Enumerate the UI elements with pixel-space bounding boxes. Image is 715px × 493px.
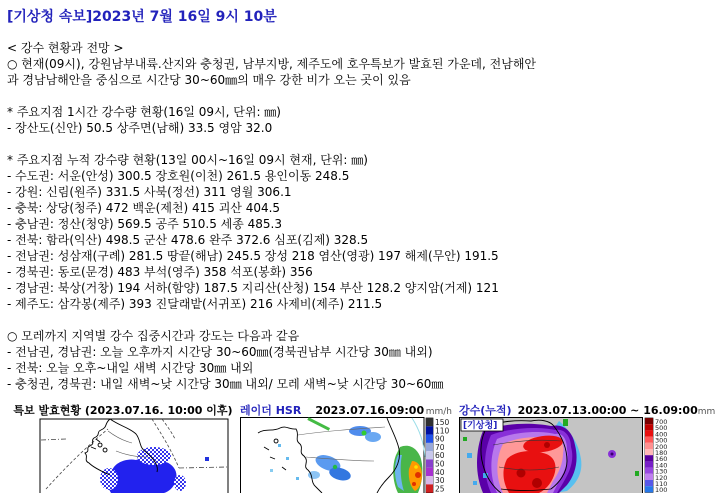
blank-line [7,136,686,152]
sea-speck-purple [489,447,493,451]
radar-map-header [240,404,456,417]
blank-line [7,88,686,104]
text-line: - 충북: 상당(청주) 472 백운(제천) 415 괴산 404.5 [7,201,281,215]
text-line: - 충청권, 경북권: 내일 새벽~낮 시간당 30㎜ 내외/ 모레 새벽~낮 시간당 30~60㎜ [7,377,444,391]
coast-speck-green [563,419,568,426]
blank-line [7,312,686,328]
text-line: ○ 모레까지 지역별 강수 집중시간과 강도는 다음과 같음 [7,329,300,343]
radar-unit-label: mm/h [425,407,452,417]
island-dot-core [611,453,614,456]
agency-label-text: [기상청] [463,421,498,431]
panel-accumulated-rain [459,404,715,493]
radar-map [240,417,456,493]
agency-label [461,419,503,431]
island-warning-dot [205,457,209,461]
warning-map-header [12,404,234,417]
colorbar-label: 60 [435,451,445,461]
colorbar-segment [426,476,433,484]
colorbar-segment [645,430,653,436]
colorbar-label: 300 [655,436,668,445]
text-line: - 전북: 오늘 오후~내일 새벽 시간당 30㎜ 내외 [7,361,254,375]
text-line: - 제주도: 삼각봉(제주) 393 진달래밭(서귀포) 216 사제비(제주) 211.5 [7,297,383,311]
colorbar-label: 25 [435,484,445,493]
colorbar-label: 30 [435,476,445,486]
core-dark-red [544,442,550,448]
core-dark-red [532,478,542,488]
colorbar-segment [645,480,653,486]
text-line: - 전북: 함라(익산) 498.5 군산 478.6 완주 372.6 심포(김제) 328.5 [7,233,369,247]
colorbar-segment [645,449,653,455]
section-heading: < 강수 현황과 전망 > [7,41,124,55]
text-line: - 경북권: 동로(문경) 483 부석(영주) 358 석포(봉화) 356 [7,265,313,279]
colorbar-segment [645,461,653,467]
accum-map-header [459,404,715,417]
colorbar-label: 180 [655,449,668,457]
warning-map-title: 특보 발효현황 (2023.07.16. 10:00 이후) [13,404,233,417]
panel-radar [240,404,456,493]
colorbar-label: 110 [435,426,450,436]
radar-timestamp: 2023.07.16.09:00 [315,404,425,417]
colorbar-label: 120 [655,473,668,482]
colorbar-segment [645,486,653,492]
coast-speck-green [463,437,467,441]
text-line: 과 경남남해안을 중심으로 시간당 30~60㎜의 매우 강한 비가 오는 곳이 있음 [7,73,411,87]
text-line: - 충남권: 정산(청양) 569.5 공주 510.5 세종 485.3 [7,217,283,231]
bulletin-title: [기상청 속보]2023년 7월 16일 9시 10분 [7,9,277,25]
radar-colorbar [426,418,450,493]
text-line: - 강원: 신림(원주) 331.5 사북(정선) 311 영월 306.1 [7,185,292,199]
colorbar-segment [426,460,433,468]
text-line: * 주요지점 1시간 강수량 현황(16일 09시, 단위: ㎜) [7,105,281,119]
colorbar-segment [426,418,433,426]
maps-row [7,404,715,493]
rain-advisory-area [137,447,171,465]
text-line: - 수도권: 서운(안성) 300.5 장호원(이천) 261.5 용인이동 248.5 [7,169,350,183]
colorbar-segment [645,418,653,424]
colorbar-label: 110 [655,480,668,488]
rain-advisory-area [174,475,186,491]
text-line: - 경남권: 북상(거창) 194 서하(함양) 187.5 지리산(산청) 154 부산 128.2 양지암(거제) 121 [7,281,499,295]
accumulated-rain-map [459,417,693,493]
colorbar-label: 90 [435,434,445,444]
warning-status-map [12,417,234,493]
echo-speck [270,469,273,472]
echo-core [362,431,367,436]
colorbar-label: 50 [435,459,445,469]
radar-hsr-link[interactable]: 레이더 HSR [240,404,302,417]
colorbar-label: 70 [435,442,445,452]
echo-blob [365,432,381,442]
colorbar-label: 140 [655,461,668,470]
colorbar-segment [645,437,653,443]
colorbar-label: 40 [435,467,445,477]
colorbar-segment [426,468,433,476]
colorbar-segment [426,451,433,459]
echo-speck [296,477,299,480]
text-line: * 주요지점 누적 강수량 현황(13일 00시~16일 09시 현재, 단위: ㎜) [7,153,368,167]
accum-rain-link[interactable]: 강수(누적) [459,404,512,417]
echo-cluster-yellow [414,465,418,469]
colorbar-segment [645,443,653,449]
text-line: - 장산도(신안) 50.5 상주면(남해) 33.5 영암 32.0 [7,121,273,135]
echo-core [333,465,337,469]
colorbar-segment [645,424,653,430]
accum-unit-label: mm [697,407,715,417]
text-line: - 전남권: 성삼재(구례) 281.5 땅끝(해남) 245.5 장성 218 염산(영광) 197 해제(무안) 191.5 [7,249,499,263]
colorbar-segment [426,435,433,443]
sea-speck-blue [473,481,477,485]
colorbar-label: 160 [655,455,668,464]
colorbar-label: 200 [655,442,668,451]
colorbar-segment [426,484,433,492]
colorbar-segment [645,468,653,474]
echo-cluster-red [415,472,421,478]
echo-speck [286,457,289,460]
colorbar-segment [426,426,433,434]
accum-timestamp: 2023.07.13.00:00 ~ 16.09:00 [517,404,698,417]
sea-speck-green [635,471,639,476]
sea-speck-blue [467,453,472,458]
text-line: - 전남권, 경남권: 오늘 오후까지 시간당 30~60㎜(경북권남부 시간당 30㎜ 내외) [7,345,433,359]
colorbar-label: 700 [655,418,668,426]
colorbar-label: 400 [655,430,668,439]
colorbar-label: 500 [655,424,668,433]
colorbar-segment [645,474,653,480]
accum-colorbar [645,418,667,493]
echo-cluster-red [412,482,416,486]
colorbar-label: 130 [655,467,668,476]
colorbar-label: 100 [655,486,668,493]
bulletin-body [7,40,686,392]
colorbar-segment [426,443,433,451]
colorbar-label: 150 [435,418,450,427]
panel-warning-status [12,404,234,493]
text-line: ○ 현재(09시), 강원남부내륙.산지와 충청권, 남부지방, 제주도에 호우특보가 발효된 가운데, 전남해안 [7,57,537,71]
colorbar-segment [645,455,653,461]
echo-speck [278,444,281,447]
